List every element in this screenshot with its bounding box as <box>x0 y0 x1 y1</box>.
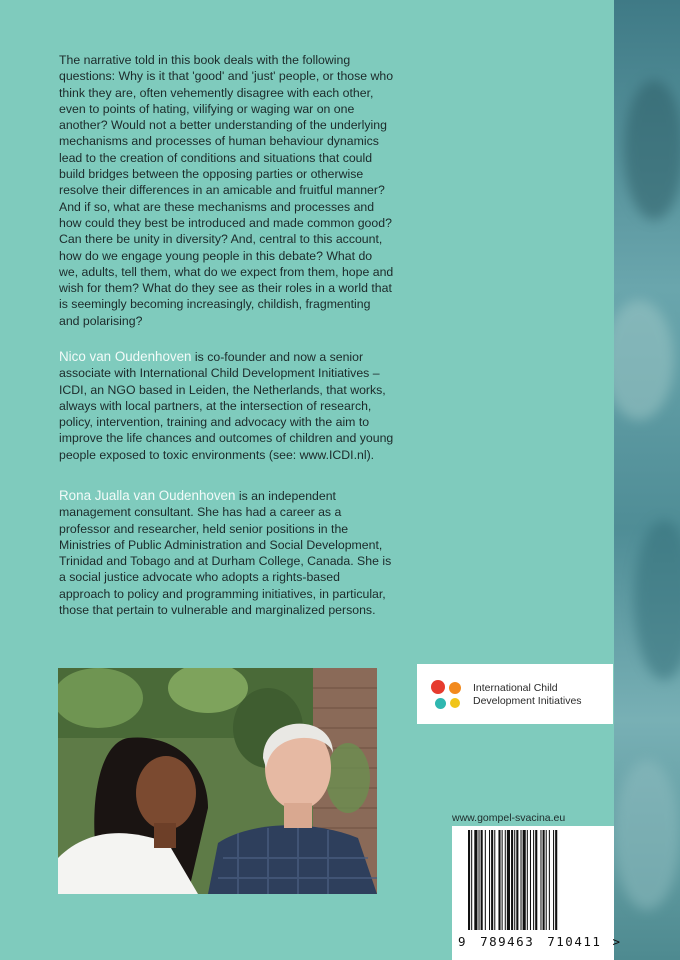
logo-line-1: International Child <box>473 682 558 694</box>
isbn-group-1: 789463 <box>480 934 535 949</box>
barcode-bar <box>494 830 495 930</box>
logo-dot-orange <box>449 682 461 694</box>
author-name: Rona Jualla van Oudenhoven <box>59 488 236 503</box>
logo-line-2: Development Initiatives <box>473 695 582 707</box>
barcode-bar <box>505 830 506 930</box>
barcode-bar <box>485 830 486 930</box>
author-bio-rona <box>59 488 394 618</box>
isbn-barcode <box>452 826 622 960</box>
logo-dot-red <box>431 680 445 694</box>
icdi-logo-panel <box>417 664 613 724</box>
barcode-bar <box>474 830 477 930</box>
barcode-bar <box>468 830 470 930</box>
author-name: Nico van Oudenhoven <box>59 349 192 364</box>
author-bio-text: is co-founder and now a senior associate with International Child Development Initiatives – ICDI, an NGO based in Leiden, the Netherlands, that works, always with local partners, at the intersection of research, policy, intervention, training and advocacy with the aim to improve the life chances and outcomes of children and young people exposed to toxic environments (see: www.ICDI.nl). <box>59 350 394 462</box>
barcode-bar <box>502 830 503 930</box>
barcode-bar <box>511 830 513 930</box>
barcode-bar <box>507 830 510 930</box>
barcode-bar <box>491 830 493 930</box>
icdi-logo-text <box>473 682 613 708</box>
barcode-bar <box>533 830 534 930</box>
author-bio-text: is an independent management consultant. She has had a career as a professor and researcher, held senior positions in the Ministries of Public Administration and Social Development, Trinidad and Tobago and at Durham College, Canada. She is a social justice advocate who adopts a rights-based approach to policy and programming initiatives, in particular, those that pertain to vulnerable and marginalized persons. <box>59 489 392 618</box>
watercolor-strip <box>614 0 680 960</box>
barcode-bar <box>498 830 500 930</box>
isbn-number <box>452 934 622 949</box>
barcode-bar <box>543 830 545 930</box>
barcode-bar <box>530 830 531 930</box>
barcode-bar <box>523 830 526 930</box>
barcode-bar <box>555 830 557 930</box>
publisher-website: www.gompel-svacina.eu <box>452 812 566 824</box>
barcode-bar <box>546 830 547 930</box>
barcode-bar <box>514 830 515 930</box>
barcode-bar <box>553 830 554 930</box>
logo-dot-teal <box>435 698 446 709</box>
barcode-bar <box>540 830 541 930</box>
barcode-bar <box>521 830 522 930</box>
barcode-bar <box>516 830 518 930</box>
barcode-bars <box>452 826 614 934</box>
author-bio-nico <box>59 349 394 463</box>
logo-dot-yellow <box>450 698 460 708</box>
barcode-bar <box>527 830 528 930</box>
barcode-bar <box>489 830 490 930</box>
barcode-bar <box>471 830 472 930</box>
barcode-bar <box>549 830 550 930</box>
barcode-bar <box>479 830 480 930</box>
isbn-group-2: 710411 <box>547 934 602 949</box>
barcode-bar <box>535 830 537 930</box>
isbn-quiet-mark: > <box>612 934 622 949</box>
isbn-first-digit: 9 <box>458 934 468 949</box>
back-cover-blurb: The narrative told in this book deals with the following questions: Why is it that 'good' and 'just' people, or those who think they are, often vehemently disagree with each other, even to points of hating, vilifying or waging war on one another? Would not a better understanding of the underlying mechanisms and processes of human behaviour dynamics lead to the creation of conditions and situations that could build bridges between the opposing parties or otherwise resolve their differences in an amicable and fruitful manner? And if so, what are these mechanisms and processes and how could they best be introduced and made common good? Can there be unity in diversity? And, central to this account, how do we engage young people in this debate? What do we, adults, tell them, what do we expect from them, hope and wish for them? What do they see as their roles in a world that is seemingly becoming increasingly, childish, fragmenting and polarising? <box>59 53 394 328</box>
authors-photo <box>58 668 377 894</box>
barcode-bar <box>481 830 483 930</box>
